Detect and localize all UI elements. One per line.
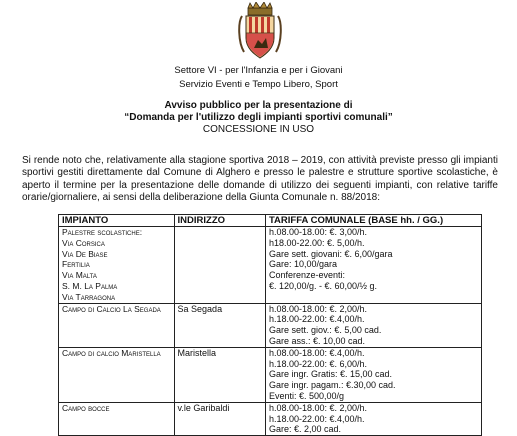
tariffa-line: Conferenze-eventi:	[268, 270, 345, 281]
cell-indirizzo: v.le Garibaldi	[174, 402, 265, 435]
tariffa-line: h.18.00-22.00: €.4,00/h.	[268, 314, 365, 325]
tariffa-line: h.08.00-18.00: €.4,00/h.	[268, 347, 365, 358]
impianto-line: Campo bocce	[62, 402, 110, 413]
tariffa-line: h.08.00-18.00: €. 2,00/h.	[268, 303, 368, 314]
impianto-line: Via Tarragona	[62, 291, 116, 302]
table-row	[59, 402, 482, 435]
notice-title-line-1: Avviso pubblico per la presentazione di	[164, 100, 353, 111]
impianto-line: Via Malta	[62, 270, 97, 281]
tariffa-line: h18.00-22.00: €. 5,00/h.	[268, 237, 365, 248]
cell-impianto	[59, 303, 175, 347]
cell-indirizzo: Sa Segada	[174, 303, 265, 347]
impianto-line: S. M. La Palma	[62, 280, 118, 291]
cell-impianto	[59, 347, 175, 402]
cell-tariffa	[265, 303, 481, 347]
municipal-coat-of-arms-icon	[238, 2, 282, 60]
tariffa-line: h.08.00-18.00: €. 2,00/h.	[268, 402, 368, 413]
table-row	[59, 347, 482, 402]
cell-impianto	[59, 227, 175, 304]
sector-line-2: Servizio Eventi e Tempo Libero, Sport	[179, 79, 338, 90]
table-row	[59, 227, 482, 304]
notice-subtitle: CONCESSIONE IN USO	[202, 124, 315, 135]
tariffa-line: Gare sett. giovani: €. 6,00/gara	[268, 248, 393, 259]
impianto-line: Campo di Calcio La Segada	[62, 303, 161, 314]
header-indirizzo: INDIRIZZO	[174, 215, 265, 227]
cell-impianto	[59, 402, 175, 435]
tariffa-line: Gare sett. giov.: €. 5,00 cad.	[268, 325, 382, 336]
cell-indirizzo	[174, 227, 265, 304]
tariffs-table	[58, 214, 482, 436]
tariffa-line: €. 120,00/g. - €. 60,00/½ g.	[268, 280, 378, 291]
sector-line-1: Settore VI - per l'Infanzia e per i Giovani	[174, 65, 343, 76]
impianto-line: Fertilia	[62, 259, 90, 270]
notice-title-line-2: “Domanda per l'utilizzo degli impianti sportivi comunali”	[124, 112, 393, 123]
header-impianto: IMPIANTO	[59, 215, 175, 227]
tariffa-line: h.08.00-18.00: €. 3,00/h.	[268, 227, 368, 237]
tariffa-line: Gare: 10,00/gara	[268, 259, 337, 270]
header-tariffa: TARIFFA COMUNALE (BASE hh. / GG.)	[265, 215, 481, 227]
cell-tariffa	[265, 227, 481, 304]
tariffa-line: h.18.00-22.00: €. 6,00/h.	[268, 358, 368, 369]
tariffa-line: Gare ingr. Gratis: €. 15,00 cad.	[268, 369, 393, 380]
impianto-line: Via De Biase	[62, 248, 108, 259]
tariffa-line: h.18.00-22.00: €.4,00/h.	[268, 413, 365, 424]
tariffa-line: Eventi: €. 500,00/g	[268, 390, 345, 401]
body-paragraph: Si rende noto che, relativamente alla stagione sportiva 2018 – 2019, con attività previste presso gli impianti sportivi gestiti direttamente dal Comune di Alghero e presso le palestre e strutture sportive scolastiche, è aperto il termine per la presentazione delle domande di utilizzo dei seguenti impianti, con relative tariffe orarie/giornaliere, ai sensi della deliberazione della Giunta Comunale n. 88/2018:	[22, 155, 498, 204]
impianto-line: Palestre scolastiche:	[62, 227, 143, 237]
cell-indirizzo: Maristella	[174, 347, 265, 402]
cell-tariffa	[265, 347, 481, 402]
tariffa-line: Gare ass.: €. 10,00 cad.	[268, 335, 366, 346]
table-row	[59, 303, 482, 347]
impianto-line: Campo di calcio Maristella	[62, 347, 161, 358]
cell-tariffa	[265, 402, 481, 435]
tariffa-line: Gare ingr. pagam.: €.30,00 cad.	[268, 380, 396, 391]
notice-body	[22, 155, 498, 205]
table-header-row	[59, 215, 482, 227]
tariffa-line: Gare: €. 2,00 cad.	[268, 424, 341, 435]
table-body	[59, 227, 482, 436]
impianto-line: Via Corsica	[62, 237, 105, 248]
